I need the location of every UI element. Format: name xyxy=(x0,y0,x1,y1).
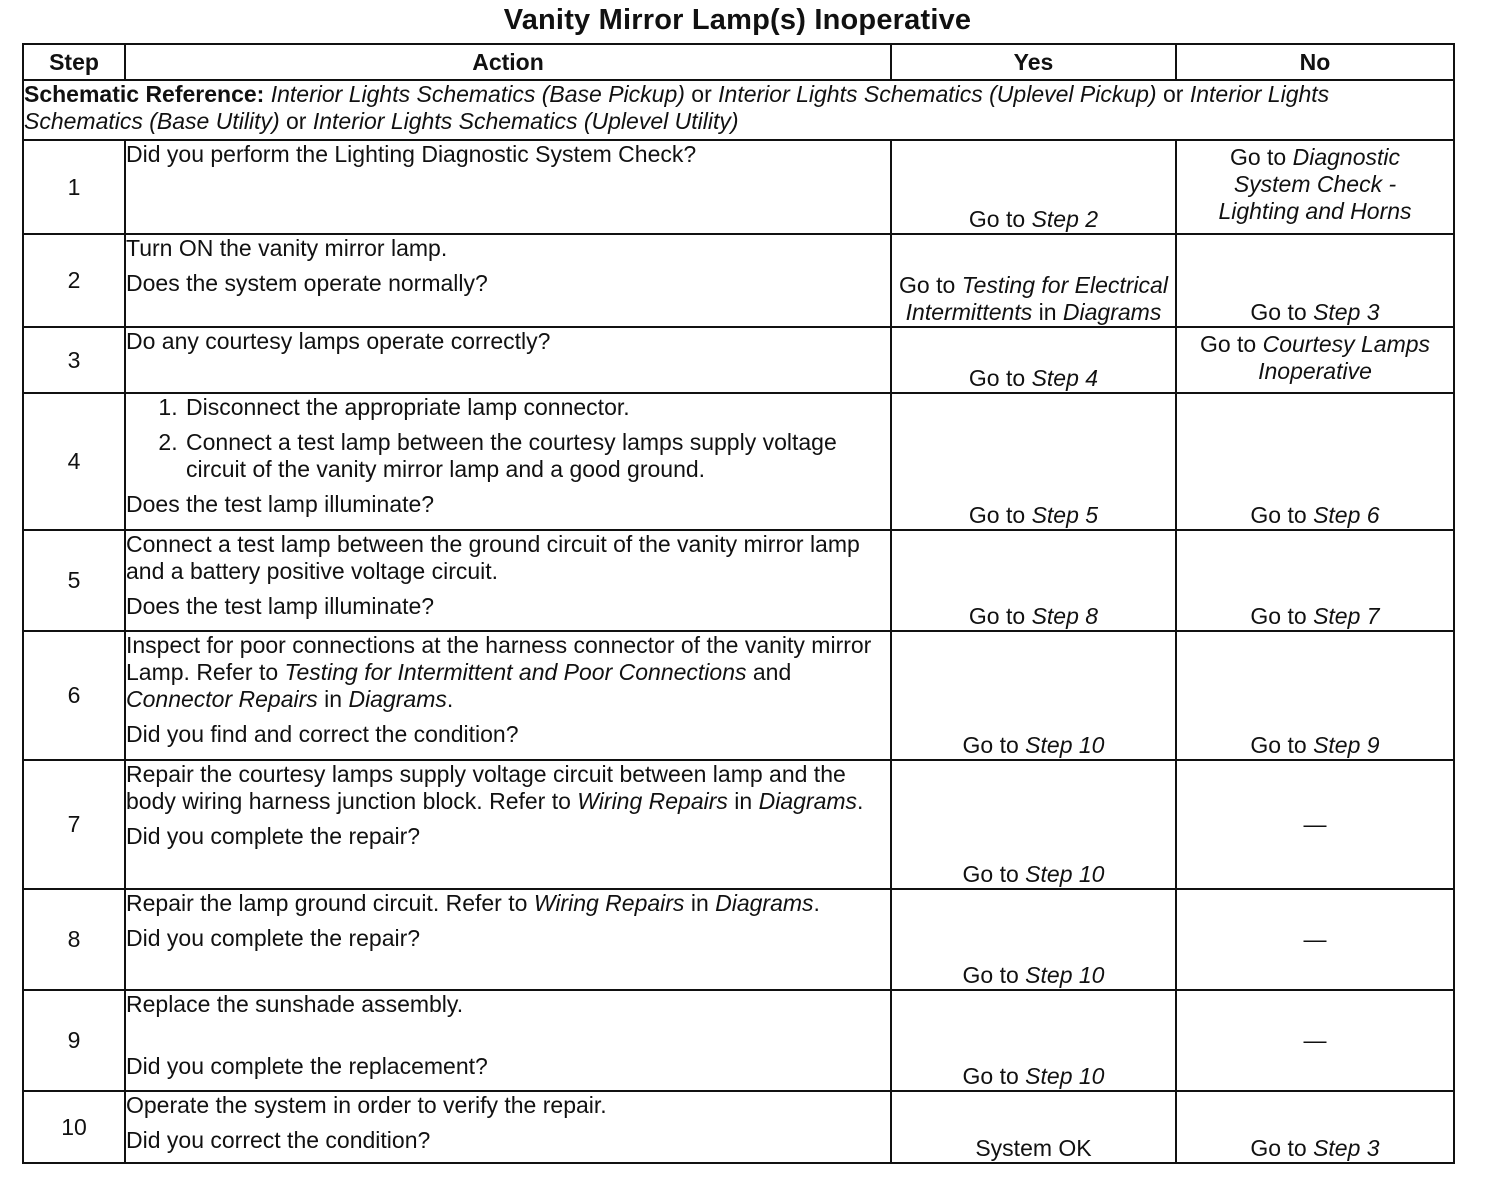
action-cell xyxy=(125,1091,891,1163)
yes-prefix: Go to xyxy=(968,603,1032,629)
action-cell xyxy=(125,234,891,327)
table-row xyxy=(23,530,1454,631)
step-number: 1 xyxy=(23,140,125,234)
no-link[interactable]: Diagnostic System Check - Lighting and Horns xyxy=(1218,144,1412,224)
no-link[interactable]: Step 6 xyxy=(1313,502,1380,528)
action-text: Did you perform the Lighting Diagnostic System Check? xyxy=(126,141,697,167)
yes-link[interactable]: Step 2 xyxy=(1031,206,1099,232)
no-dash: — xyxy=(1303,926,1327,952)
yes-cell xyxy=(891,760,1176,889)
action-question: Did you find and correct the condition? xyxy=(126,721,519,747)
action-question: Did you complete the repair? xyxy=(126,925,421,951)
no-cell xyxy=(1176,530,1454,631)
step-number: 8 xyxy=(23,889,125,990)
table-header-row xyxy=(23,44,1454,80)
yes-cell xyxy=(891,631,1176,760)
step-number: 4 xyxy=(23,393,125,530)
reference-link-base-pickup[interactable]: Interior Lights Schematics (Base Pickup) xyxy=(270,81,685,107)
action-question: Does the system operate normally? xyxy=(126,270,488,296)
no-prefix: Go to xyxy=(1229,144,1293,170)
diagnostic-table xyxy=(22,43,1455,1164)
yes-prefix: Go to xyxy=(962,861,1026,887)
reference-link-uplevel-utility[interactable]: Interior Lights Schematics (Uplevel Utility) xyxy=(312,108,739,134)
link-wiring-repairs[interactable]: Wiring Repairs xyxy=(533,890,685,916)
yes-mid: in xyxy=(1032,299,1063,325)
yes-link[interactable]: Step 10 xyxy=(1025,962,1105,988)
reference-or: or xyxy=(1156,81,1190,107)
yes-prefix: Go to xyxy=(962,732,1026,758)
no-link[interactable]: Courtesy Lamps Inoperative xyxy=(1258,331,1431,384)
reference-or: or xyxy=(279,108,313,134)
header-yes: Yes xyxy=(891,44,1176,80)
link-wiring-repairs[interactable]: Wiring Repairs xyxy=(577,788,728,814)
yes-cell xyxy=(891,140,1176,234)
yes-prefix: Go to xyxy=(968,365,1032,391)
yes-prefix: Go to xyxy=(968,206,1032,232)
action-cell xyxy=(125,760,891,889)
no-prefix: Go to xyxy=(1250,1135,1314,1161)
table-row xyxy=(23,1091,1454,1163)
no-prefix: Go to xyxy=(1250,603,1314,629)
no-link[interactable]: Step 7 xyxy=(1313,603,1380,629)
no-prefix: Go to xyxy=(1250,502,1314,528)
action-question: Did you correct the condition? xyxy=(126,1127,431,1153)
table-row xyxy=(23,889,1454,990)
no-cell xyxy=(1176,1091,1454,1163)
link-diagrams[interactable]: Diagrams xyxy=(758,788,858,814)
yes-cell xyxy=(891,530,1176,631)
reference-link-uplevel-pickup[interactable]: Interior Lights Schematics (Uplevel Pickup) xyxy=(718,81,1157,107)
action-text: Inspect for poor connections at the harness connector of the vanity mirror Lamp. Refer to Testing for Intermittent and Poor Connections and Connector Repairs in Diagrams. xyxy=(126,632,872,712)
no-cell xyxy=(1176,760,1454,889)
no-link[interactable]: Step 3 xyxy=(1313,1135,1380,1161)
yes-text: System OK xyxy=(975,1135,1092,1161)
table-row xyxy=(23,990,1454,1091)
no-cell xyxy=(1176,889,1454,990)
yes-cell xyxy=(891,234,1176,327)
no-cell xyxy=(1176,234,1454,327)
table-row xyxy=(23,327,1454,393)
step-number: 5 xyxy=(23,530,125,631)
yes-cell xyxy=(891,327,1176,393)
yes-prefix: Go to xyxy=(962,1063,1026,1089)
action-text: Replace the sunshade assembly. xyxy=(126,991,464,1017)
table-row xyxy=(23,140,1454,234)
step-number: 6 xyxy=(23,631,125,760)
action-question: Does the test lamp illuminate? xyxy=(126,593,435,619)
no-prefix: Go to xyxy=(1250,299,1314,325)
header-step: Step xyxy=(23,44,125,80)
yes-link[interactable]: Step 10 xyxy=(1025,1063,1105,1089)
no-prefix: Go to xyxy=(1250,732,1314,758)
link-diagrams[interactable]: Diagrams xyxy=(348,686,447,712)
action-cell xyxy=(125,889,891,990)
step-number: 10 xyxy=(23,1091,125,1163)
yes-prefix: Go to xyxy=(968,502,1032,528)
step-number: 9 xyxy=(23,990,125,1091)
header-action: Action xyxy=(125,44,891,80)
link-testing-intermittent[interactable]: Testing for Intermittent and Poor Connections xyxy=(284,659,747,685)
substep-item: 2. Connect a test lamp between the courtesy lamps supply voltage circuit of the vanity mirror lamp and a good ground. xyxy=(184,429,890,483)
yes-link[interactable]: Step 5 xyxy=(1031,502,1099,528)
action-text: Repair the courtesy lamps supply voltage circuit between lamp and the body wiring harness junction block. Refer to Wiring Repairs in Diagrams. xyxy=(126,761,864,814)
action-cell xyxy=(125,327,891,393)
action-substeps xyxy=(126,394,890,483)
link-diagrams[interactable]: Diagrams xyxy=(715,890,814,916)
no-link[interactable]: Step 9 xyxy=(1313,732,1380,758)
yes-link[interactable]: Step 10 xyxy=(1025,732,1105,758)
action-question: Did you complete the replacement? xyxy=(126,1053,488,1079)
yes-link[interactable]: Step 8 xyxy=(1031,603,1099,629)
action-text: Turn ON the vanity mirror lamp. xyxy=(126,235,448,261)
action-text: Repair the lamp ground circuit. Refer to Wiring Repairs in Diagrams. xyxy=(126,890,820,916)
no-link[interactable]: Step 3 xyxy=(1313,299,1380,325)
no-cell xyxy=(1176,990,1454,1091)
yes-link[interactable]: Step 10 xyxy=(1025,861,1105,887)
step-number: 7 xyxy=(23,760,125,889)
action-cell xyxy=(125,140,891,234)
page-title: Vanity Mirror Lamp(s) Inoperative xyxy=(503,4,972,36)
action-text: Do any courtesy lamps operate correctly? xyxy=(126,328,551,354)
step-number: 3 xyxy=(23,327,125,393)
no-cell xyxy=(1176,631,1454,760)
yes-link-diagrams[interactable]: Diagrams xyxy=(1062,299,1162,325)
action-cell xyxy=(125,530,891,631)
no-cell xyxy=(1176,140,1454,234)
substep-item: 1. Disconnect the appropriate lamp connector. xyxy=(184,394,890,421)
action-cell xyxy=(125,631,891,760)
step-number: 2 xyxy=(23,234,125,327)
table-row xyxy=(23,760,1454,889)
action-text: Operate the system in order to verify the repair. xyxy=(126,1092,607,1118)
yes-cell xyxy=(891,889,1176,990)
reference-link-base-utility[interactable]: Interior Lights Schematics (Base Utility) xyxy=(24,81,1330,134)
yes-prefix: Go to xyxy=(899,272,962,298)
action-question: Does the test lamp illuminate? xyxy=(126,491,435,517)
reference-or: or xyxy=(684,81,719,107)
yes-link[interactable]: Step 4 xyxy=(1031,365,1099,391)
no-dash: — xyxy=(1303,811,1327,837)
header-no: No xyxy=(1176,44,1454,80)
yes-prefix: Go to xyxy=(962,962,1026,988)
action-text: Connect a test lamp between the ground circuit of the vanity mirror lamp and a battery positive voltage circuit. xyxy=(126,531,860,584)
yes-link[interactable]: Testing for Electrical Intermittents xyxy=(905,272,1168,325)
action-cell xyxy=(125,393,891,530)
table-row xyxy=(23,631,1454,760)
no-cell xyxy=(1176,327,1454,393)
schematic-reference-row xyxy=(23,80,1454,140)
no-cell xyxy=(1176,393,1454,530)
yes-cell xyxy=(891,990,1176,1091)
yes-cell xyxy=(891,393,1176,530)
yes-cell xyxy=(891,1091,1176,1163)
no-dash: — xyxy=(1303,1027,1327,1053)
action-cell xyxy=(125,990,891,1091)
action-question: Did you complete the repair? xyxy=(126,823,421,849)
reference-label: Schematic Reference: xyxy=(24,81,265,107)
no-prefix: Go to xyxy=(1199,331,1263,357)
schematic-reference xyxy=(23,80,1454,140)
link-connector-repairs[interactable]: Connector Repairs xyxy=(126,686,318,712)
table-row xyxy=(23,234,1454,327)
table-row xyxy=(23,393,1454,530)
